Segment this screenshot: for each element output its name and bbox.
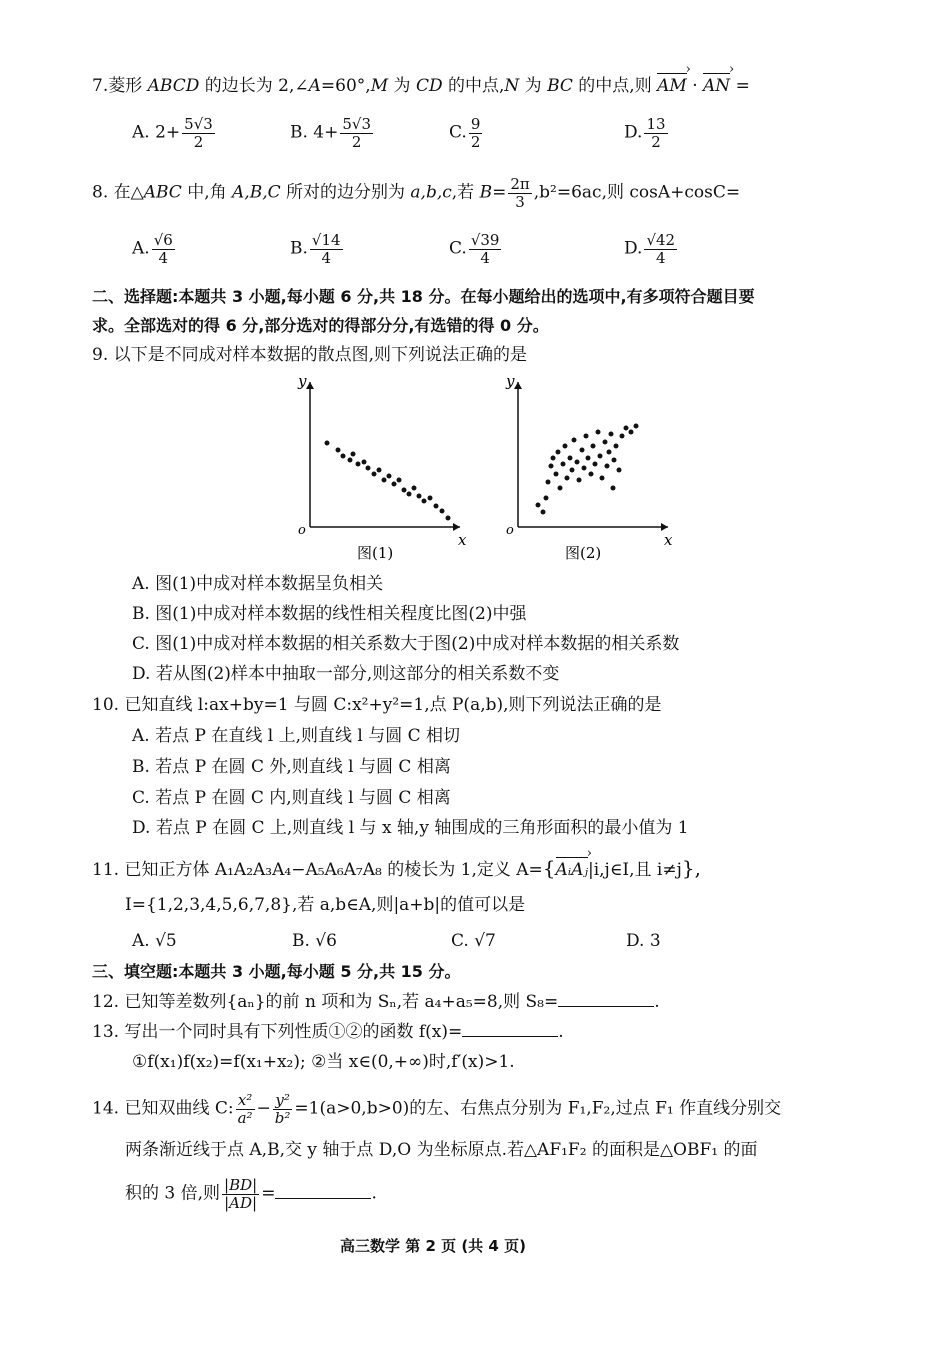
q7-option-c: C. $\frac{9}{2}$ (449, 115, 481, 151)
q7-text: =60°, (320, 76, 371, 96)
q13-answer-blank[interactable] (462, 1022, 558, 1037)
scatter-point (536, 503, 541, 508)
scatter-point (544, 496, 549, 501)
scatter-point (546, 480, 551, 485)
q8-option-a: A. $\frac{√6}{4}$ (132, 231, 173, 267)
scatter-point (356, 462, 361, 467)
q7-stem (92, 76, 750, 97)
scatter-point (549, 464, 554, 469)
scatter-point (596, 430, 601, 435)
q8-option-b: B. $\frac{√14}{4}$ (290, 231, 341, 267)
q7-text: 的中点, (442, 76, 505, 96)
q14-stem-end: 积的 3 倍,则 $\frac{|BD|}{|AD|}$ = . (125, 1176, 377, 1212)
scatter-point (577, 478, 582, 483)
scatter-point (570, 468, 575, 473)
scatter-point (563, 444, 568, 449)
scatter-point (382, 478, 387, 483)
q7-text: 7.菱形 (92, 76, 148, 96)
scatter-point (575, 460, 580, 465)
scatter-point (605, 464, 610, 469)
q7-text: 为 (519, 76, 548, 96)
section2-heading-cont: 求。全部选对的得 6 分,部分选对的得部分分,有选错的得 0 分。 (92, 316, 549, 335)
q9-option-d: D. 若从图(2)样本中抽取一部分,则这部分的相关系数不变 (132, 664, 560, 684)
fig1-caption: 图(1) (357, 544, 394, 562)
fig2-x-arrow-icon (661, 523, 668, 531)
scatter-point (428, 496, 433, 501)
scatter-point (598, 454, 603, 459)
scatter-point (607, 450, 612, 455)
q7-text: 的中点,则 (572, 76, 658, 96)
scatter-point (397, 478, 402, 483)
scatter-point (614, 444, 619, 449)
scatter-point (372, 472, 377, 477)
scatter-point (568, 456, 573, 461)
scatter-point (629, 430, 634, 435)
q9-option-c: C. 图(1)中成对样本数据的相关系数大于图(2)中成对样本数据的相关系数 (132, 634, 680, 654)
scatter-point (551, 456, 556, 461)
q7-option-a: A. 2+ $\frac{5√3}{2}$ (132, 115, 213, 151)
page-footer: 高三数学 第 2 页 (共 4 页) (340, 1237, 526, 1255)
fig1-y-arrow-icon (306, 382, 314, 389)
fig1-origin-label: o (298, 523, 306, 538)
q11-option-c: C. √7 (451, 931, 496, 951)
scatter-point (591, 444, 596, 449)
scatter-point (609, 432, 614, 437)
scatter-point (561, 462, 566, 467)
scatter-point (580, 448, 585, 453)
scatter-point (611, 486, 616, 491)
q14-stem-cont: 两条渐近线于点 A,B,交 y 轴于点 D,O 为坐标原点.若△AF₁F₂ 的面积是△OBF₁ 的面 (125, 1140, 758, 1160)
vector-an: AN › (703, 76, 730, 97)
scatter-point (417, 494, 422, 499)
q10-option-b: B. 若点 P 在圆 C 外,则直线 l 与圆 C 相离 (132, 757, 451, 777)
vector-am: AM › (657, 76, 687, 97)
fig2-points (536, 424, 639, 515)
scatter-point (565, 476, 570, 481)
scatter-point (366, 466, 371, 471)
scatter-point (422, 499, 427, 504)
fig1-x-label: x (458, 531, 467, 549)
q12-stem: 12. 已知等差数列{aₙ}的前 n 项和为 Sₙ,若 a₄+a₅=8,则 S₈= . (92, 992, 660, 1012)
scatter-point (392, 482, 397, 487)
scatter-point (554, 472, 559, 477)
scatter-point (362, 460, 367, 465)
scatter-point (412, 486, 417, 491)
q9-option-b: B. 图(1)中成对样本数据的线性相关程度比图(2)中强 (132, 604, 527, 624)
scatter-point (541, 510, 546, 515)
scatter-point (600, 476, 605, 481)
fig2-y-arrow-icon (514, 382, 522, 389)
scatter-point (617, 468, 622, 473)
q8-stem: 8. 在△ABC 中,角 A,B,C 所对的边分别为 a,b,c,若 B= $\frac{2\pi}{3}$ ,b²=6ac,则 cosA+cosC= (92, 175, 741, 211)
scatter-point (377, 468, 382, 473)
q14-answer-blank[interactable] (275, 1184, 371, 1199)
q12-answer-blank[interactable] (558, 992, 654, 1007)
q11-option-d: D. 3 (626, 931, 661, 951)
scatter-point (589, 472, 594, 477)
scatter-point (558, 486, 563, 491)
q8-option-c: C. $\frac{√39}{4}$ (449, 231, 500, 267)
scatter-point (341, 454, 346, 459)
section2-heading: 二、选择题:本题共 3 小题,每小题 6 分,共 18 分。在每小题给出的选项中,有多项符合题目要 (92, 287, 755, 306)
q10-option-d: D. 若点 P 在圆 C 上,则直线 l 与 x 轴,y 轴围成的三角形面积的最小值为 1 (132, 818, 689, 838)
scatter-point (336, 448, 341, 453)
q11-stem: 11. 已知正方体 A₁A₂A₃A₄−A₅A₆A₇A₈ 的棱长为 1,定义 A={AᵢAⱼ ›|i,j∈I,且 i≠j}, (92, 856, 701, 881)
q7-text: · (686, 76, 704, 96)
q10-option-a: A. 若点 P 在直线 l 上,则直线 l 与圆 C 相切 (132, 726, 461, 746)
q9-option-a: A. 图(1)中成对样本数据呈负相关 (132, 574, 384, 594)
q9-figure-2 (498, 370, 678, 570)
fig1-points (325, 441, 451, 521)
scatter-point (402, 488, 407, 493)
scatter-point (556, 450, 561, 455)
q10-option-c: C. 若点 P 在圆 C 内,则直线 l 与圆 C 相离 (132, 788, 451, 808)
scatter-point (624, 426, 629, 431)
q7-text: 为 (388, 76, 416, 96)
q9-stem: 9. 以下是不同成对样本数据的散点图,则下列说法正确的是 (92, 345, 528, 365)
q13-properties: ①f(x₁)f(x₂)=f(x₁+x₂); ②当 x∈(0,+∞)时,f′(x)>1. (132, 1052, 515, 1072)
fig1-y-label: y (298, 372, 307, 390)
scatter-point (387, 474, 392, 479)
q7-var: CD (415, 76, 443, 96)
scatter-point (348, 458, 353, 463)
scatter-point (593, 462, 598, 467)
q8-option-d: D. $\frac{√42}{4}$ (624, 231, 676, 267)
q7-var: ABCD (147, 76, 200, 96)
scatter-point (584, 434, 589, 439)
section3-heading: 三、填空题:本题共 3 小题,每小题 5 分,共 15 分。 (92, 962, 461, 981)
fig2-origin-label: o (506, 523, 514, 538)
scatter-point (407, 492, 412, 497)
q14-stem: 14. 已知双曲线 C: $\frac{\text{x²}}{\text{a²}}$ − $\frac{\text{y²}}{\text{b²}}$ =1(a>0,b>0)的左、右焦点分别为 F₁,F₂,过点 F₁ 作直线分别交 (92, 1091, 782, 1127)
q7-option-d: D. $\frac{13}{2}$ (624, 115, 666, 151)
q9-figure-1 (290, 370, 470, 570)
q7-var: N (504, 76, 520, 96)
fig2-y-label: y (506, 372, 515, 390)
q11-option-a: A. √5 (132, 931, 177, 951)
q10-stem: 10. 已知直线 l:ax+by=1 与圆 C:x²+y²=1,点 P(a,b),则下列说法正确的是 (92, 695, 662, 715)
q7-text: 的边长为 2,∠ (199, 76, 309, 96)
q11-stem-cont: I={1,2,3,4,5,6,7,8},若 a,b∈A,则|a+b|的值可以是 (125, 895, 526, 915)
vector-aiaj: AᵢAⱼ › (556, 860, 588, 881)
q13-stem: 13. 写出一个同时具有下列性质①②的函数 f(x)= . (92, 1022, 564, 1042)
fig2-caption: 图(2) (565, 544, 602, 562)
fig1-x-arrow-icon (453, 523, 460, 531)
scatter-point (634, 424, 639, 429)
scatter-point (603, 440, 608, 445)
q11-option-b: B. √6 (292, 931, 337, 951)
q7-var: BC (547, 76, 573, 96)
q7-option-b: B. 4+ $\frac{5√3}{2}$ (290, 115, 372, 151)
scatter-point (440, 509, 445, 514)
scatter-point (612, 458, 617, 463)
scatter-point (586, 456, 591, 461)
q7-var: M (370, 76, 389, 96)
scatter-point (620, 434, 625, 439)
scatter-point (325, 441, 330, 446)
scatter-point (582, 466, 587, 471)
scatter-point (434, 504, 439, 509)
q7-text: = (730, 76, 750, 96)
scatter-point (351, 452, 356, 457)
scatter-point (572, 438, 577, 443)
q7-var: A (308, 76, 321, 96)
fig2-x-label: x (664, 531, 673, 549)
scatter-point (446, 516, 451, 521)
